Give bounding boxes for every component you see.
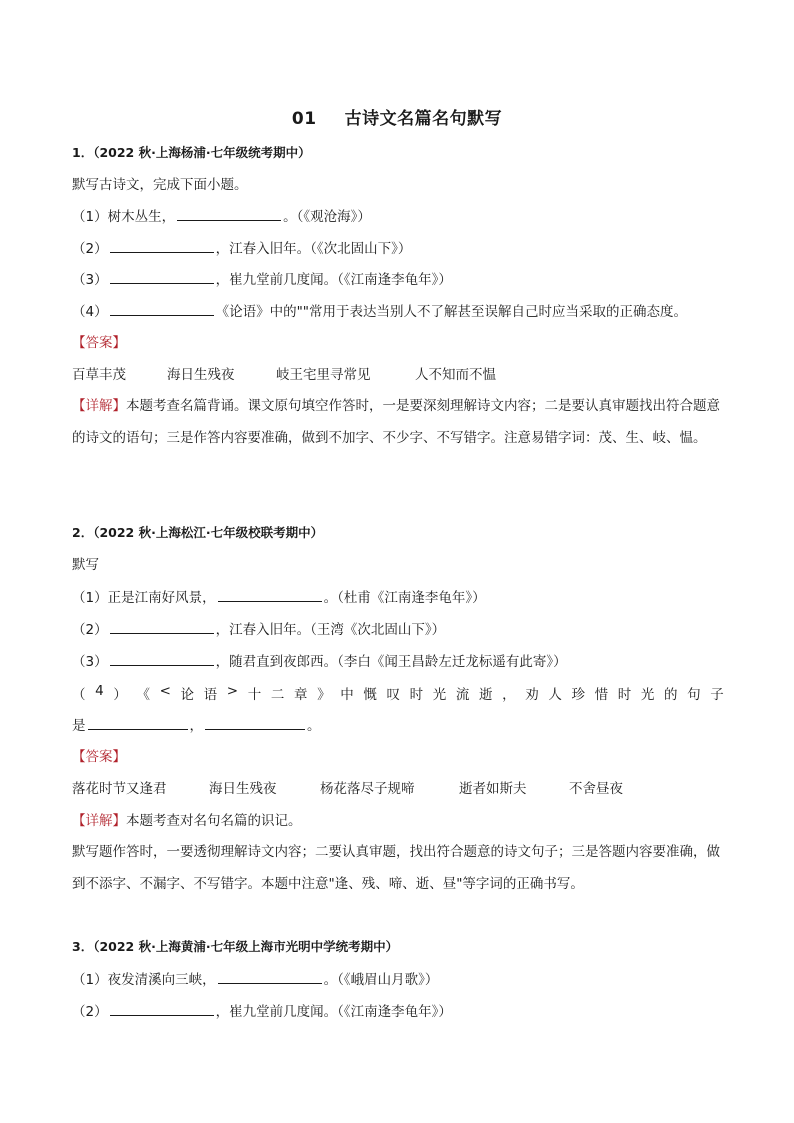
q2-item-4-line: （ 4 ） 《 < 论 语 > 十 二 章 》 中 慨 叹 时 光 流 逝 ， 劝 人 珍 惜 时 光 的 句 子: [72, 683, 724, 703]
answer-item: 海日生残夜: [209, 781, 277, 797]
answer-blank[interactable]: [218, 587, 322, 602]
q2-item-4-blanks: 是 ， 。: [72, 715, 321, 736]
q2-item-1: （1）正是江南好风景， 。（杜甫《江南逢李龟年》）: [72, 587, 486, 608]
q1-item-2: （2） ，江春入旧年。（《次北固山下》）: [72, 238, 411, 259]
answer-blank[interactable]: [88, 715, 188, 730]
answer-item: 人不知而不愠: [415, 367, 496, 383]
q1-detail: 【详解】本题考查名篇背诵。课文原句填空作答时，一是要深刻理解诗文内容；二是要认真审题找出符合题意的诗文的语句；三是作答内容要准确，做到不加字、不少字、不写错字。注意易错字词：茂、生、岐、愠。: [72, 398, 720, 446]
answer-blank[interactable]: [177, 206, 281, 221]
section-number: 01: [291, 109, 317, 129]
q1-intro: 默写古诗文，完成下面小题。: [72, 177, 248, 193]
answer-item: 落花时节又逢君: [72, 781, 167, 797]
answer-blank[interactable]: [110, 651, 214, 666]
answer-item: 海日生残夜: [167, 367, 235, 383]
detail-label: 【详解】: [72, 398, 126, 414]
answer-blank[interactable]: [110, 619, 214, 634]
q1-answer-label: 【答案】: [72, 335, 126, 351]
q2-answers: [0, 779, 794, 799]
answer-item: 不舍昼夜: [569, 781, 623, 797]
q2-detail: 默写题作答时，一要透彻理解诗文内容；二要认真审题，找出符合题意的诗文句子；三是答题内容要准确，做到不添字、不漏字、不写错字。本题中注意"逢、残、啼、逝、昼"等字词的正确书写。: [72, 844, 720, 892]
q2-item-2: （2） ，江春入旧年。（王湾《次北固山下》）: [72, 619, 445, 640]
q2-detail-line1: 【详解】本题考查对名句名篇的识记。: [72, 813, 302, 829]
q3-header: 3．（2022 秋·上海黄浦·七年级上海市光明中学统考期中）: [72, 939, 399, 954]
page-title: [0, 104, 794, 129]
answer-blank[interactable]: [110, 238, 214, 253]
answer-item: 岐王宅里寻常见: [276, 367, 371, 383]
answer-blank[interactable]: [110, 1001, 214, 1016]
q2-item-3: （3） ，随君直到夜郎西。（李白《闻王昌龄左迁龙标遥有此寄》）: [72, 651, 567, 672]
answer-blank[interactable]: [110, 301, 214, 316]
answer-blank[interactable]: [205, 715, 305, 730]
q1-header: 1．（2022 秋·上海杨浦·七年级统考期中）: [72, 145, 311, 160]
section-title: 古诗文名篇名句默写: [344, 109, 503, 129]
q2-intro: 默写: [72, 557, 99, 573]
q1-item-1: （1）树木丛生， 。（《观沧海》）: [72, 206, 371, 227]
q1-item-4: （4） 《论语》中的""常用于表达当别人不了解甚至误解自己时应当采取的正确态度。: [72, 301, 687, 322]
q1-item-3: （3） ，崔九堂前几度闻。（《江南逢李龟年》）: [72, 269, 452, 290]
answer-blank[interactable]: [110, 269, 214, 284]
q3-item-2: （2） ，崔九堂前几度闻。（《江南逢李龟年》）: [72, 1001, 452, 1022]
answer-item: 逝者如斯夫: [459, 781, 527, 797]
detail-label: 【详解】: [72, 813, 126, 829]
answer-blank[interactable]: [218, 969, 322, 984]
q2-header: 2．（2022 秋·上海松江·七年级校联考期中）: [72, 525, 324, 540]
answer-item: 杨花落尽子规啼: [320, 781, 415, 797]
answer-item: 百草丰茂: [72, 367, 126, 383]
q2-answer-label: 【答案】: [72, 749, 126, 765]
q3-item-1: （1）夜发清溪向三峡， 。（《峨眉山月歌》）: [72, 969, 438, 990]
q1-answers: [0, 365, 794, 385]
